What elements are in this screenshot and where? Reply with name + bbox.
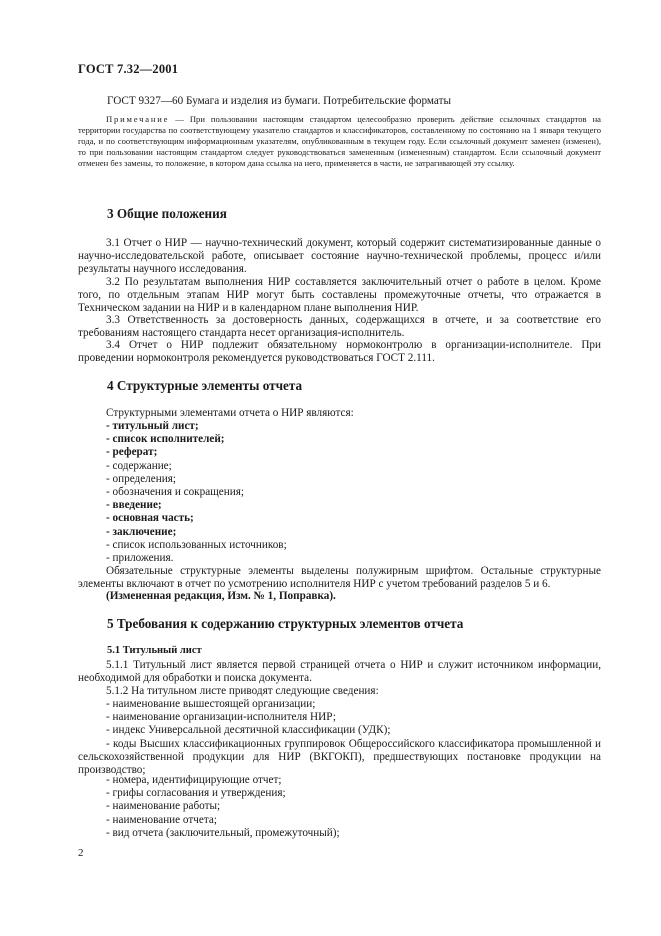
page-number: 2 (78, 847, 84, 859)
list-item: - определения; (106, 472, 176, 485)
list-item: - номера, идентифицирующие отчет; (106, 774, 282, 786)
paragraph-3-4: 3.4 Отчет о НИР подлежит обязательному нормоконтролю в организации-исполнителе. При проведении нормоконтроля рекомендуется руководствоваться ГОСТ 2.111. (78, 339, 601, 365)
title-page-list-a (106, 698, 390, 738)
list-item: - титульный лист; (106, 420, 199, 432)
list-item: - наименование вышестоящей организации; (106, 698, 316, 710)
note-label: Примечание (106, 114, 170, 124)
list-item: - наименование отчета; (106, 813, 217, 826)
list-item: - реферат; (106, 446, 158, 459)
section-4-after: Обязательные структурные элементы выделены полужирным шрифтом. Остальные структурные элементы включают в отчет по усмотрению исполнителя НИР с учетом требований разделов 5 и 6. (78, 565, 601, 591)
list-item: - наименование работы; (106, 800, 221, 813)
paragraph-5-1-2: 5.1.2 На титульном листе приводят следующие сведения: (106, 685, 379, 697)
section-5-heading: 5 Требования к содержанию структурных элементов отчета (107, 616, 464, 631)
document-header: ГОСТ 7.32—2001 (78, 62, 179, 76)
list-item: - обозначения и сокращения; (106, 486, 244, 499)
section-4-intro: Структурными элементами отчета о НИР являются: (106, 407, 354, 419)
paragraph-3-3: 3.3 Ответственность за достоверность данных, содержащихся в отчете, и за соответствие его требованиям настоящего стандарта несет организация-исполнитель. (78, 314, 601, 340)
okp-codes-item: - коды Высших классификационных группировок Общероссийского классификатора промышленной и сельскохозяйственной продукции для НИР (ВКГОКП), предшествующих постановке продукции на производство; (78, 738, 601, 777)
list-item: - список использованных источников; (106, 538, 287, 551)
note-paragraph (78, 114, 601, 169)
structural-elements-list (106, 420, 287, 565)
note-text: — При пользовании настоящим стандартом целесообразно проверить действие ссылочных стандартов на территории государства по соответствующему указателю стандартов и классификаторов, составленному по состоянию на 1 января текущего года, и по соответствующим информационным указателям, опубликованным в текущем году. Если ссылочный документ заменен (изменен), то при пользовании настоящим стандартом следует руководствоваться замененным (измененным) стандартом. Если ссылочный документ отменен без замены, то положение, в котором дана ссылка на него, применяется в части, не затрагивающей эту ссылку. (78, 114, 601, 168)
section-4-heading: 4 Структурные элементы отчета (107, 378, 303, 393)
list-item: - грифы согласования и утверждения; (106, 787, 286, 800)
edition-note: (Измененная редакция, Изм. № 1, Поправка). (106, 590, 336, 602)
section-3-heading: 3 Общие положения (107, 206, 227, 221)
list-item: - список исполнителей; (106, 433, 225, 446)
list-item: - приложения. (106, 552, 174, 565)
list-item: - содержание; (106, 459, 172, 472)
paragraph-3-1: 3.1 Отчет о НИР — научно-технический документ, который содержит систематизированные данные о научно-исследовательской работе, описывает состояние научно-технической проблемы, процесс и/или результаты научного исследования. (78, 237, 601, 276)
paragraph-5-1-1: 5.1.1 Титульный лист является первой страницей отчета о НИР и служит источником информации, необходимой для обработки и поиска документа. (78, 659, 601, 685)
list-item: - индекс Универсальной десятичной классификации (УДК); (106, 724, 391, 737)
list-item: - введение; (106, 499, 162, 512)
title-page-list-b (106, 774, 340, 840)
list-item: - основная часть; (106, 512, 194, 525)
list-item: - заключение; (106, 525, 177, 538)
list-item: - вид отчета (заключительный, промежуточный); (106, 826, 340, 839)
subsection-5-1-heading: 5.1 Титульный лист (107, 645, 202, 656)
reference-line: ГОСТ 9327—60 Бумага и изделия из бумаги. Потребительские форматы (107, 95, 451, 107)
paragraph-3-2: 3.2 По результатам выполнения НИР составляется заключительный отчет о работе в целом. Кроме того, по отдельным этапам НИР могут быть составлены промежуточные отчеты, что отражается в Техническом задании на НИР и в календарном плане выполнения НИР. (78, 276, 601, 315)
list-item: - наименование организации-исполнителя НИР; (106, 711, 336, 724)
